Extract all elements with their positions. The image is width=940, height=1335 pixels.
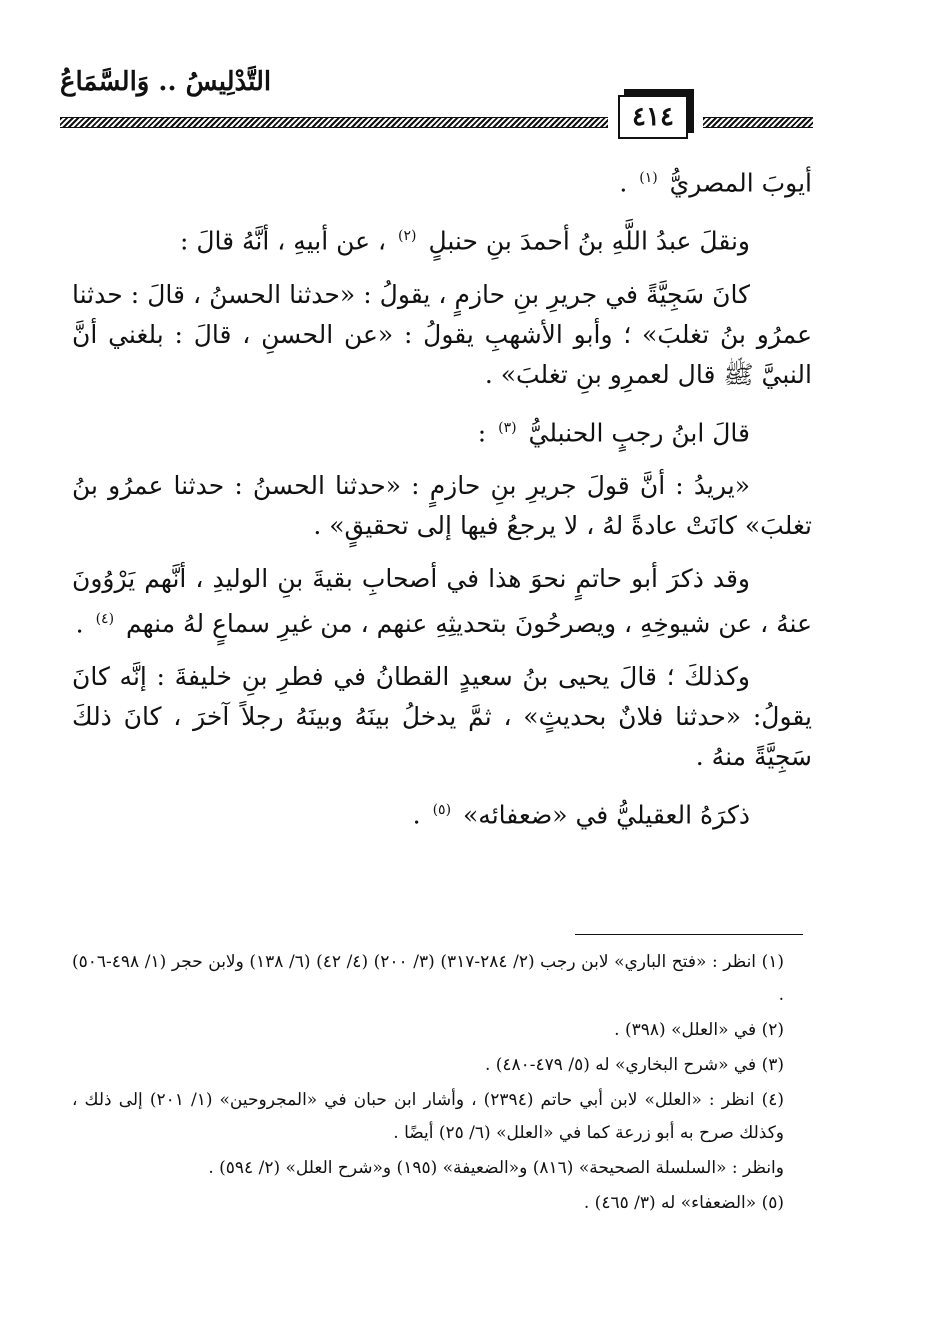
paragraph-7 xyxy=(72,657,812,777)
paragraph-4 xyxy=(72,408,812,453)
footnote-ref-5: (٥) xyxy=(432,802,452,819)
footnote-ref-1: (١) xyxy=(639,170,658,186)
paragraph-3 xyxy=(72,275,812,395)
paragraph-6-text: وقد ذكرَ أبو حاتمٍ نحوَ هذا في أصحابِ بقيةَ بنِ الوليدِ ، أنَّهم يَرْوُونَ عنهُ ، عن شيوخِهِ ، ويصرحُونَ بتحديثِهِ عنهم ، من غيرِ سماعٍ لهُ منهم xyxy=(72,563,812,639)
page-header xyxy=(60,55,850,155)
paragraph-3-text: كانَ سَجِيَّةً في جريرِ بنِ حازمٍ ، يقولُ : «حدثنا الحسنُ ، قالَ : حدثنا عمرُو بنُ تغلبَ» ؛ وأبو الأشهبِ يقولُ : «عن الحسنِ ، قالَ : بلغني أنَّ النبيَّ ﷺ قال لعمرِو بنِ تغلبَ» . xyxy=(72,279,812,389)
paragraph-5-text: «يريدُ : أنَّ قولَ جريرِ بنِ حازمٍ : «حدثنا الحسنُ : حدثنا عمرُو بنُ تغلبَ» كانَتْ عادةً لهُ ، لا يرجعُ فيها إلى تحقيقٍ» . xyxy=(72,470,812,540)
footnote-3: (٣) في «شرح البخاري» له (٥/ ٤٧٩-٤٨٠) . xyxy=(484,1055,784,1075)
footnote-4: (٤) انظر : «العلل» لابن أبي حاتم (٢٣٩٤) ، وأشار ابن حبان في «المجروحين» (١/ ٢٠١) إلى ذلك ، وكذلك صرح به أبو زرعة كما في «العلل» (٦/ ٢٥) أيضًا . xyxy=(72,1090,784,1143)
footnote-ref-4: (٤) xyxy=(95,610,115,627)
paragraph-7-text: وكذلكَ ؛ قالَ يحيى بنُ سعيدٍ القطانُ في فطرِ بنِ خليفةَ : إنَّه كانَ يقولُ: «حدثنا فلانٌ بحديثٍ» ، ثمَّ يدخلُ بينَهُ وبينَهُ رجلاً آخرَ ، كانَ ذلكَ سَجِيَّةً منهُ . xyxy=(72,662,812,772)
footnote-5: (٥) «الضعفاء» له (٣/ ٤٦٥) . xyxy=(583,1193,784,1213)
paragraph-1 xyxy=(72,158,812,203)
main-text xyxy=(72,158,812,849)
paragraph-6 xyxy=(72,559,812,644)
paragraph-8-text: ذكرَهُ العقيليُّ في «ضعفائه» xyxy=(463,800,750,830)
paragraph-8-end: . xyxy=(412,800,421,830)
paragraph-2 xyxy=(72,216,812,261)
footnote-ref-2: (٢) xyxy=(398,228,417,245)
running-title: التَّدْلِيسُ .. وَالسَّمَاعُ xyxy=(60,67,272,97)
footnote-1: (١) انظر : «فتح الباري» لابن رجب (٢/ ٢٨٤-٣١٧) (٣/ ٢٠٠) (٤/ ٤٢) (٦/ ١٣٨) ولابن حجر (١/ ٤٩٨-٥٠٦) . xyxy=(72,952,785,1005)
paragraph-5 xyxy=(72,466,812,546)
page-number: ٤١٤ xyxy=(618,95,688,139)
paragraph-1-end: . xyxy=(619,168,628,198)
paragraph-4-text: قالَ ابنُ رجبٍ الحنبليُّ xyxy=(528,417,750,447)
paragraph-8 xyxy=(72,790,812,835)
footnotes xyxy=(72,946,812,1222)
footnote-separator xyxy=(575,934,803,935)
paragraph-2-text-b: ، عن أبيهِ ، أنَّهُ قالَ : xyxy=(179,226,387,256)
header-rule-left xyxy=(60,117,608,128)
header-rule-right xyxy=(703,117,813,128)
paragraph-2-text-a: ونقلَ عبدُ اللَّهِ بنُ أحمدَ بنِ حنبلٍ xyxy=(428,226,750,256)
footnote-2: (٢) في «العلل» (٣٩٨) . xyxy=(614,1020,784,1040)
paragraph-6-end: . xyxy=(75,609,84,639)
footnote-ref-3: (٣) xyxy=(498,419,517,436)
paragraph-4-end: : xyxy=(477,417,487,447)
paragraph-1-text: أيوبَ المصريُّ xyxy=(669,168,812,198)
footnote-4-continued: وانظر : «السلسلة الصحيحة» (٨١٦) و«الضعيفة» (١٩٥) و«شرح العلل» (٢/ ٥٩٤) . xyxy=(208,1158,784,1178)
